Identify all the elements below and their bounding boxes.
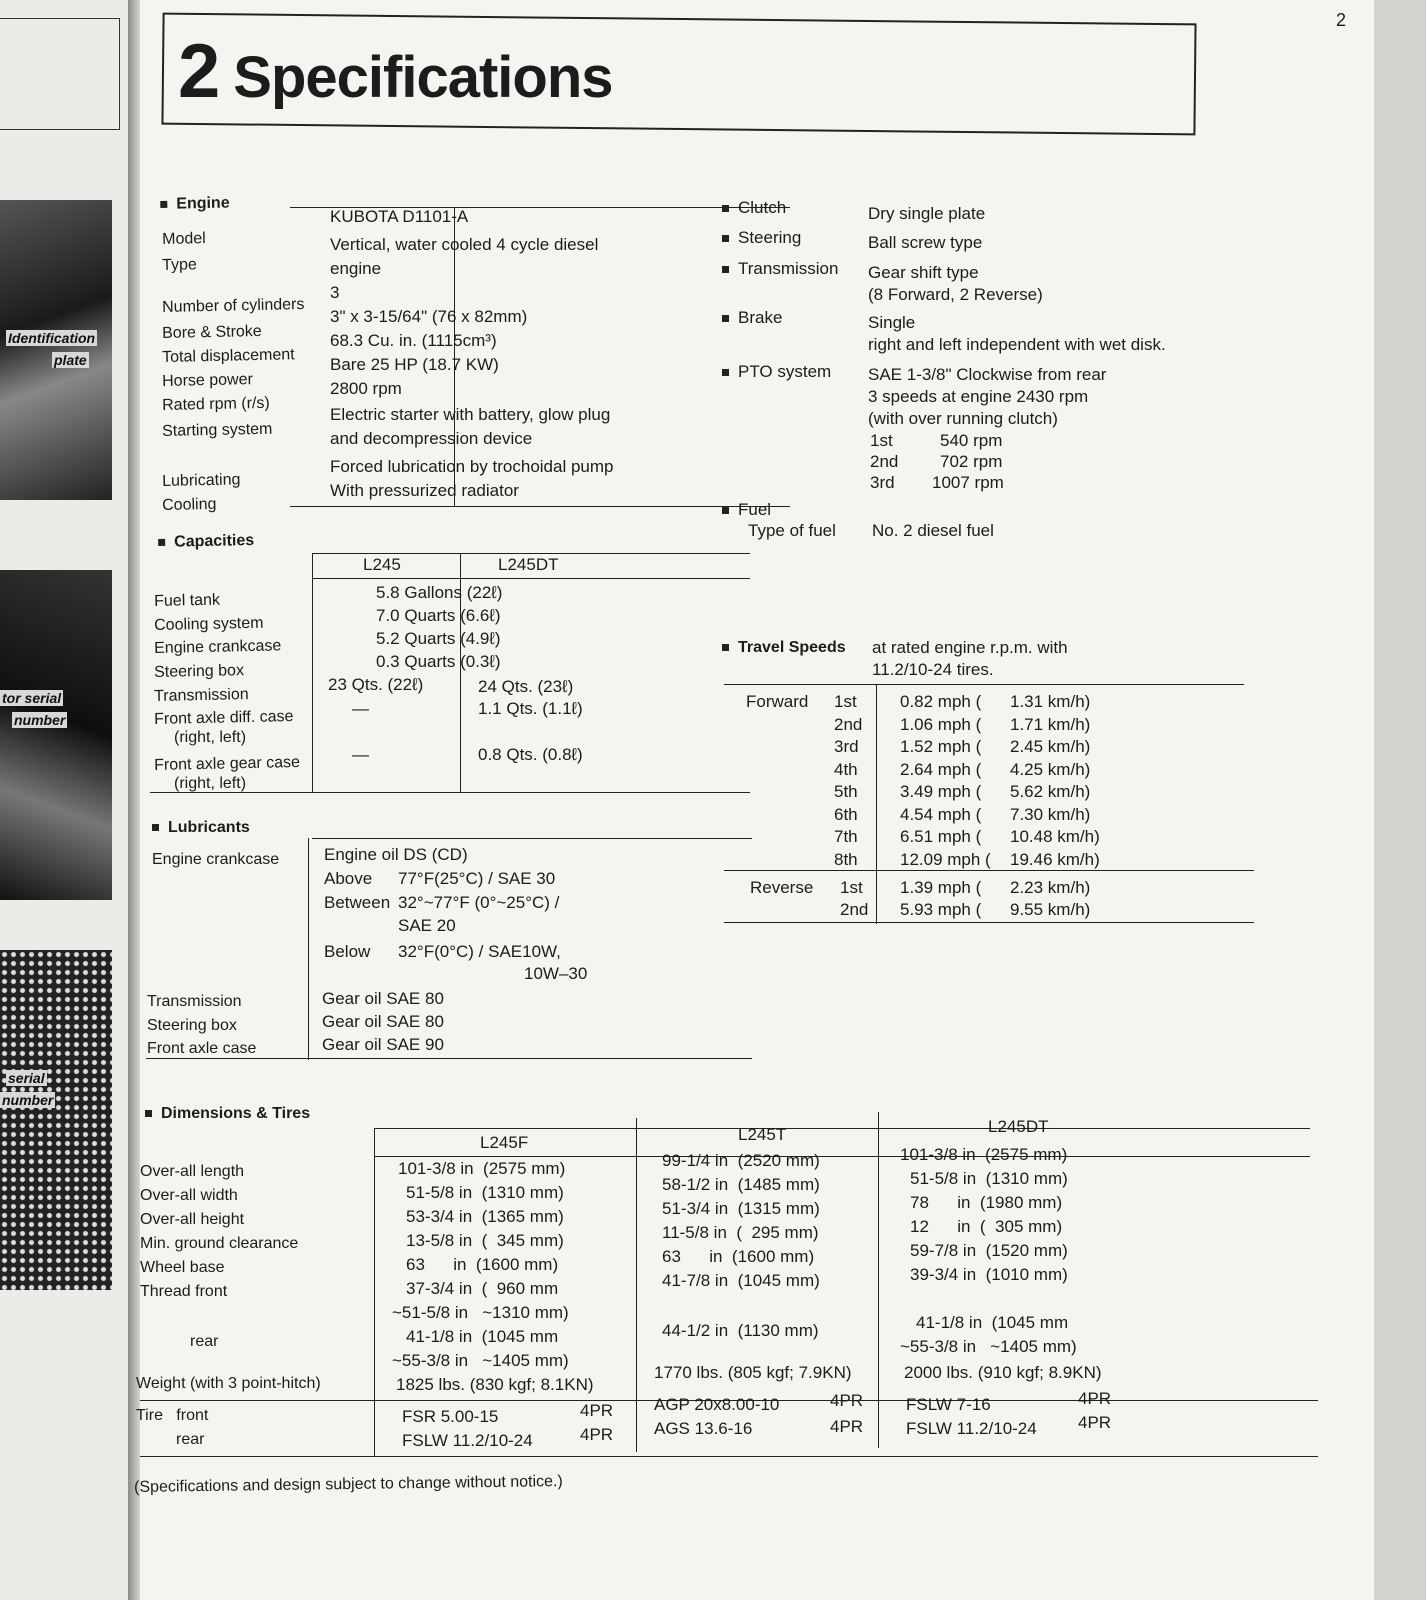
capacity-value: 7.0 Quarts (6.6ℓ) — [376, 606, 501, 625]
capacity-label: Cooling system — [153, 614, 264, 634]
dimension-label: Thread front — [140, 1283, 228, 1300]
lubricants-divider — [308, 838, 309, 1060]
dimensions-heading: Dimensions & Tires — [145, 1105, 310, 1123]
bullet-icon — [722, 315, 729, 322]
travel-top-rule — [724, 684, 1244, 685]
brake-value-cont: right and left independent with wet disk. — [868, 335, 1166, 354]
pto-line: 3 speeds at engine 2430 rpm — [868, 387, 1089, 406]
bullet-icon — [722, 235, 729, 242]
forward-label: Forward — [746, 692, 809, 711]
capacities-col-l245: L245 — [363, 555, 401, 574]
bullet-icon — [152, 824, 159, 831]
brake-value: Single — [868, 313, 916, 332]
engine-label: Horse power — [161, 371, 254, 390]
dimension-value-l245t: AGS 13.6-16 — [654, 1419, 753, 1438]
dimension-value-l245t: 51-3/4 in (1315 mm) — [662, 1199, 820, 1218]
dimension-value-l245f: 37-3/4 in ( 960 mm — [406, 1279, 559, 1298]
crankcase-line: Engine oil DS (CD) — [324, 845, 468, 864]
left-label-tor-serial: tor serial — [2, 690, 62, 706]
engine-label: Lubricating — [161, 471, 241, 490]
speed-mph: 1.39 mph ( — [900, 878, 982, 897]
dimension-value-l245dt: 78 in (1980 mm) — [910, 1193, 1063, 1212]
bullet-icon — [722, 369, 729, 376]
capacity-l245dt: 1.1 Qts. (1.1ℓ) — [478, 699, 583, 718]
page-number: 2 — [1335, 10, 1346, 30]
clutch-label: Clutch — [722, 198, 786, 218]
capacity-label-cont: (right, left) — [174, 729, 247, 746]
bullet-icon — [722, 507, 729, 514]
dimension-value-l245t: 4PR — [830, 1417, 864, 1436]
dimension-value-l245dt: 101-3/8 in (2575 mm) — [900, 1145, 1068, 1164]
speed-gear: 4th — [834, 759, 858, 779]
engine-value: Forced lubrication by trochoidal pump — [330, 457, 614, 476]
lubricant-label: Steering box — [147, 1017, 237, 1034]
engine-label: Type — [161, 256, 198, 274]
dimension-label: Over-all length — [140, 1163, 245, 1180]
photo-serial — [0, 570, 112, 900]
page-title — [178, 28, 613, 115]
pto-rpm: 702 rpm — [940, 452, 1003, 471]
speed-mph: 5.93 mph ( — [900, 900, 982, 919]
pto-rpm: 540 rpm — [940, 431, 1003, 450]
dimension-value-l245dt: FSLW 11.2/10-24 — [906, 1419, 1037, 1438]
pto-gear: 1st — [870, 431, 893, 450]
chapter-number: 2 — [178, 29, 220, 114]
crankcase-line: SAE 20 — [398, 916, 456, 935]
speed-kmh: 19.46 km/h) — [1010, 849, 1100, 869]
dimension-value-l245f: 4PR — [580, 1425, 614, 1444]
bullet-icon — [158, 539, 165, 546]
clutch-value: Dry single plate — [868, 204, 986, 223]
speed-gear: 6th — [834, 804, 858, 824]
pto-gear: 2nd — [870, 452, 899, 471]
dimension-value-l245f: 4PR — [580, 1401, 614, 1420]
speed-gear: 5th — [834, 782, 858, 801]
travel-speeds-label: Travel Speeds — [722, 639, 846, 657]
engine-label: Cooling — [161, 495, 217, 514]
crankcase-line: Below — [324, 942, 371, 961]
crankcase-line: 32°F(0°C) / SAE10W, — [398, 942, 561, 961]
speed-gear: 8th — [834, 849, 858, 869]
capacity-l245: — — [352, 699, 369, 718]
dimensions-bottom-rule — [140, 1456, 1318, 1457]
left-label-serial: serial — [8, 1070, 45, 1086]
dimension-value-l245f: 101-3/8 in (2575 mm) — [398, 1159, 566, 1178]
dimension-value-l245f: 63 in (1600 mm) — [406, 1255, 559, 1274]
photo-engine-serial — [0, 950, 112, 1290]
left-label-plate: plate — [54, 352, 87, 368]
engine-value: Bare 25 HP (18.7 KW) — [330, 355, 499, 374]
engine-value: Electric starter with battery, glow plug — [330, 405, 611, 424]
engine-value: 3 — [330, 283, 340, 302]
left-page-frame — [0, 18, 120, 130]
dimensions-header-rule — [374, 1156, 1310, 1157]
dimension-value-l245t: 4PR — [830, 1391, 864, 1410]
lubricant-label: Transmission — [147, 993, 242, 1010]
speed-kmh: 2.23 km/h) — [1010, 878, 1091, 897]
speed-gear: 2nd — [834, 714, 863, 734]
dimension-value-l245dt: FSLW 7-16 — [906, 1395, 991, 1414]
speed-kmh: 4.25 km/h) — [1010, 759, 1091, 779]
speed-mph: 4.54 mph ( — [900, 804, 982, 824]
dimension-value-l245t: 99-1/4 in (2520 mm) — [662, 1151, 820, 1170]
fuel-label: Fuel — [722, 500, 771, 520]
capacity-l245: 23 Qts. (22ℓ) — [328, 675, 424, 694]
dimension-label: Over-all width — [140, 1187, 238, 1204]
dimension-value-l245dt: ~55-3/8 in ~1405 mm) — [900, 1337, 1077, 1356]
pto-label: PTO system — [722, 362, 831, 382]
dimension-value-l245f: 53-3/4 in (1365 mm) — [406, 1207, 564, 1226]
bullet-icon — [722, 205, 729, 212]
bullet-icon — [722, 266, 729, 273]
crankcase-line: 32°~77°F (0°~25°C) / — [398, 893, 560, 912]
dimension-value-l245f: FSR 5.00-15 — [402, 1407, 499, 1426]
fuel-value: No. 2 diesel fuel — [872, 521, 994, 540]
dimension-value-l245t: 44-1/2 in (1130 mm) — [662, 1321, 819, 1340]
dimensions-divider-1 — [374, 1128, 375, 1456]
reverse-label: Reverse — [750, 878, 814, 897]
speed-kmh: 9.55 km/h) — [1010, 900, 1091, 919]
dimension-value-l245dt: 4PR — [1078, 1413, 1112, 1432]
dimension-value-l245dt: 12 in ( 305 mm) — [910, 1217, 1063, 1236]
travel-bottom-rule — [724, 922, 1254, 923]
crankcase-line: Above — [324, 869, 373, 888]
dimensions-divider-2 — [636, 1118, 637, 1452]
speed-gear: 1st — [834, 692, 857, 711]
left-page — [0, 0, 128, 1600]
travel-note-cont: 11.2/10-24 tires. — [872, 660, 994, 679]
dimensions-col-l245t: L245T — [738, 1125, 787, 1144]
dimensions-col-l245dt: L245DT — [988, 1117, 1049, 1136]
lubricant-label: Front axle case — [147, 1040, 257, 1057]
capacity-value: 0.3 Quarts (0.3ℓ) — [376, 652, 501, 671]
speed-mph: 12.09 mph ( — [900, 849, 991, 869]
speed-kmh: 1.71 km/h) — [1010, 714, 1091, 734]
dimension-label: Tire front — [136, 1407, 209, 1424]
dimension-label: Over-all height — [140, 1211, 245, 1228]
pto-line: (with over running clutch) — [868, 409, 1058, 428]
dimension-value-l245dt: 59-7/8 in (1520 mm) — [910, 1241, 1068, 1260]
speed-mph: 1.06 mph ( — [900, 714, 982, 734]
capacity-label: Front axle diff. case — [153, 708, 294, 728]
speed-mph: 1.52 mph ( — [900, 737, 982, 756]
dimension-value-l245f: ~51-5/8 in ~1310 mm) — [392, 1303, 569, 1322]
lubricant-value: Gear oil SAE 90 — [322, 1035, 444, 1054]
speed-kmh: 7.30 km/h) — [1010, 804, 1091, 824]
dimension-value-l245f: 41-1/8 in (1045 mm — [406, 1327, 559, 1346]
dimension-label: rear — [176, 1431, 205, 1448]
travel-divider — [876, 684, 877, 924]
capacities-bottom-rule — [150, 792, 750, 793]
capacity-label: Front axle gear case — [153, 753, 301, 774]
lubricant-value: Gear oil SAE 80 — [322, 1012, 444, 1031]
lubricant-value: Gear oil SAE 80 — [322, 989, 444, 1008]
photo-identification — [0, 200, 112, 500]
left-label-identification: Identification — [8, 330, 96, 346]
speed-kmh: 5.62 km/h) — [1010, 782, 1091, 801]
engine-value: 2800 rpm — [330, 379, 402, 398]
engine-bottom-rule — [290, 506, 790, 507]
lubricants-heading: Lubricants — [152, 819, 250, 837]
steering-label: Steering — [722, 228, 801, 248]
left-label-number: number — [14, 712, 66, 728]
dimension-value-l245dt: 4PR — [1078, 1389, 1112, 1408]
speed-gear: 2nd — [840, 900, 869, 919]
dimension-value-l245t: AGP 20x8.00-10 — [654, 1395, 780, 1414]
capacity-l245dt: 0.8 Qts. (0.8ℓ) — [478, 745, 583, 764]
engine-value-cont: engine — [330, 259, 382, 278]
capacity-label: Fuel tank — [153, 591, 221, 610]
speed-gear: 7th — [834, 827, 858, 846]
lubricant-label: Engine crankcase — [152, 851, 280, 868]
dimension-value-l245t: 41-7/8 in (1045 mm) — [662, 1271, 820, 1290]
speed-gear: 1st — [840, 878, 863, 897]
dimension-label: rear — [190, 1333, 219, 1350]
chapter-title: Specifications — [233, 45, 613, 110]
fuel-type-label: Type of fuel — [748, 521, 836, 540]
capacity-l245: — — [352, 745, 369, 764]
travel-note: at rated engine r.p.m. with — [872, 638, 1068, 657]
pto-gear: 3rd — [870, 473, 895, 492]
crankcase-line: 10W–30 — [524, 964, 588, 983]
engine-value: 68.3 Cu. in. (1115cm³) — [330, 331, 497, 350]
transmission-value-cont: (8 Forward, 2 Reverse) — [868, 285, 1043, 304]
speed-mph: 0.82 mph ( — [900, 692, 982, 711]
transmission-label: Transmission — [722, 259, 838, 279]
spec-page — [133, 0, 1374, 1600]
engine-value: KUBOTA D1101-A — [330, 207, 469, 226]
bullet-icon — [145, 1110, 152, 1117]
lubricants-bottom-rule — [146, 1058, 752, 1059]
capacity-value: 5.8 Gallons (22ℓ) — [376, 583, 503, 602]
engine-label: Rated rpm (r/s) — [161, 394, 270, 414]
dimension-value-l245f: 51-5/8 in (1310 mm) — [406, 1183, 564, 1202]
lubricants-top-rule — [312, 838, 752, 839]
speed-mph: 2.64 mph ( — [900, 759, 982, 779]
capacities-col-l245dt: L245DT — [498, 555, 559, 574]
dimensions-top-rule — [374, 1128, 1310, 1129]
dimension-value-l245t: 63 in (1600 mm) — [662, 1247, 815, 1266]
dimension-value-l245t: 1770 lbs. (805 kgf; 7.9KN) — [654, 1363, 852, 1382]
dimension-value-l245f: 13-5/8 in ( 345 mm) — [406, 1231, 564, 1250]
engine-label: Total displacement — [161, 346, 295, 366]
dimension-label: Wheel base — [140, 1259, 225, 1276]
left-label-number-2: number — [2, 1092, 54, 1108]
capacity-label: Steering box — [153, 662, 245, 681]
footer-note: (Specifications and design subject to change without notice.) — [133, 1473, 563, 1496]
dimensions-divider-3 — [878, 1112, 879, 1448]
dimension-value-l245t: 11-5/8 in ( 295 mm) — [662, 1223, 819, 1242]
dimension-value-l245t: 58-1/2 in (1485 mm) — [662, 1175, 820, 1194]
speed-kmh: 2.45 km/h) — [1010, 737, 1091, 756]
capacities-divider-left — [312, 553, 313, 793]
capacity-label-cont: (right, left) — [174, 775, 247, 792]
engine-label: Number of cylinders — [161, 296, 305, 316]
speed-mph: 3.49 mph ( — [900, 782, 982, 801]
bullet-icon — [722, 644, 729, 651]
dimension-value-l245f: ~55-3/8 in ~1405 mm) — [392, 1351, 569, 1370]
gutter — [128, 0, 140, 1600]
dimensions-col-l245f: L245F — [480, 1133, 529, 1152]
capacity-label: Engine crankcase — [153, 637, 282, 657]
dimension-value-l245dt: 51-5/8 in (1310 mm) — [910, 1169, 1068, 1188]
engine-label: Starting system — [161, 420, 273, 440]
engine-label: Model — [161, 230, 206, 248]
engine-value: Vertical, water cooled 4 cycle diesel — [330, 235, 599, 254]
speed-gear: 3rd — [834, 737, 859, 756]
dimension-label: Weight (with 3 point-hitch) — [136, 1375, 321, 1392]
capacities-header-rule — [312, 578, 750, 579]
pto-rpm: 1007 rpm — [932, 473, 1004, 492]
bullet-icon — [160, 201, 167, 208]
dimension-value-l245f: 1825 lbs. (830 kgf; 8.1KN) — [396, 1375, 594, 1394]
dimension-value-l245f: FSLW 11.2/10-24 — [402, 1431, 533, 1450]
capacities-heading: Capacities — [158, 532, 254, 552]
engine-value: 3" x 3-15/64" (76 x 82mm) — [330, 307, 528, 326]
capacity-label: Transmission — [153, 686, 249, 705]
travel-mid-rule — [724, 870, 1254, 871]
capacity-value: 5.2 Quarts (4.9ℓ) — [376, 629, 501, 648]
steering-value: Ball screw type — [868, 233, 983, 252]
dimension-value-l245dt: 39-3/4 in (1010 mm) — [910, 1265, 1068, 1284]
speed-kmh: 10.48 km/h) — [1010, 827, 1100, 846]
crankcase-line: Between — [324, 893, 391, 912]
brake-label: Brake — [722, 308, 782, 328]
transmission-value: Gear shift type — [868, 263, 979, 282]
engine-label: Bore & Stroke — [161, 322, 262, 342]
speed-mph: 6.51 mph ( — [900, 827, 982, 846]
pto-line: SAE 1-3/8" Clockwise from rear — [868, 365, 1107, 384]
page-edge — [1374, 0, 1426, 1600]
dimension-label: Min. ground clearance — [140, 1235, 299, 1252]
dimension-value-l245dt: 2000 lbs. (910 kgf; 8.9KN) — [904, 1363, 1102, 1382]
dimension-value-l245dt: 41-1/8 in (1045 mm — [916, 1313, 1069, 1332]
capacity-l245dt: 24 Qts. (23ℓ) — [478, 677, 574, 696]
engine-value-cont: and decompression device — [330, 429, 533, 448]
speed-kmh: 1.31 km/h) — [1010, 692, 1091, 711]
engine-heading: Engine — [160, 195, 230, 214]
engine-value: With pressurized radiator — [330, 481, 519, 500]
crankcase-line: 77°F(25°C) / SAE 30 — [398, 869, 556, 888]
